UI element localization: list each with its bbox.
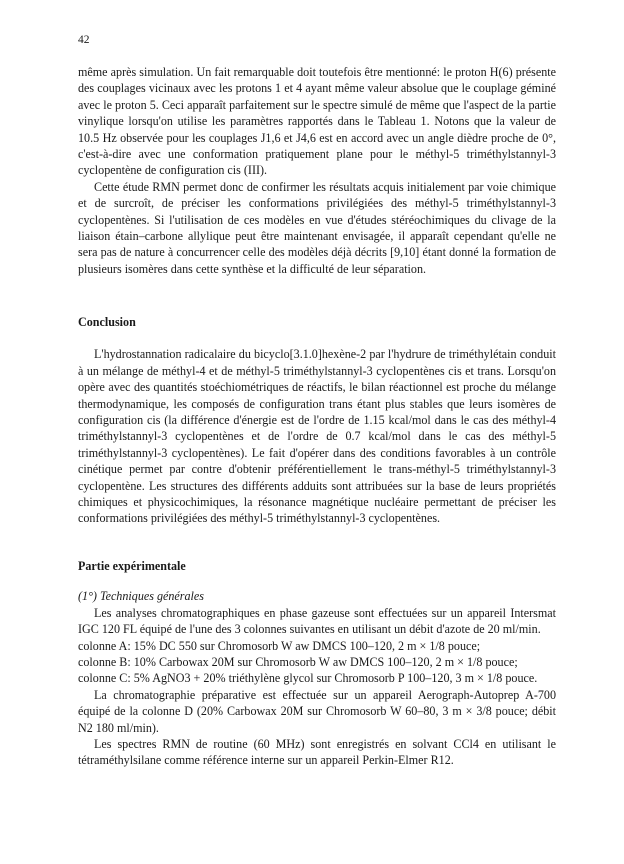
experimental-section xyxy=(78,558,556,769)
column-a: colonne A: 15% DC 550 sur Chromosorb W aw DMCS 100–120, 2 m × 1/8 pouce; xyxy=(78,638,481,653)
paragraph-nmr-spectra: Les spectres RMN de routine (60 MHz) sont enregistrés en solvant CCl4 en utilisant le tétraméthylsilane comme référence interne sur un appareil Perkin-Elmer R12. xyxy=(78,737,556,768)
page-number: 42 xyxy=(78,34,90,46)
paragraph-preparative: La chromatographie préparative est effectuée sur un appareil Aerograph-Autoprep A-700 équipé de la colonne D (20% Carbowax 20M sur Chromosorb W 60–80, 3 m × 3/8 pouce; débit N2 180 ml/min). xyxy=(78,687,556,735)
experimental-heading: Partie expérimentale xyxy=(78,559,186,573)
column-list xyxy=(78,638,556,687)
techniques-subheading: (1°) Techniques générales xyxy=(78,589,204,604)
paragraph-proton-coupling: même après simulation. Un fait remarquable doit toutefois être mentionné: le proton H(6) présente des couplages vicinaux avec les protons 1 et 4 ayant même valeur absolue que le couplage géminé avec le proton 5. Ceci apparaît parfaitement sur le spectre simulé de même que l'aspect de la partie vinylique lorsqu'on utilise les paramètres rapportés dans le Tableau 1. Notons que la valeur de 10.5 Hz observée pour les couplages J1,6 et J4,6 est en accord avec un angle dièdre proche de 0°, c'est-à-dire avec une conformation pratiquement plane pour le méthyl-5 triméthylstannyl-3 cyclopentène de configuration cis (III). xyxy=(78,65,556,178)
results-section xyxy=(78,64,556,277)
column-b: colonne B: 10% Carbowax 20M sur Chromosorb W aw DMCS 100–120, 2 m × 1/8 pouce; xyxy=(78,655,518,670)
column-c: colonne C: 5% AgNO3 + 20% triéthylène glycol sur Chromosorb P 100–120, 3 m × 1/8 pouce. xyxy=(78,671,538,686)
conclusion-section xyxy=(78,314,556,527)
paragraph-rmn-study: Cette étude RMN permet donc de confirmer les résultats acquis initialement par voie chimique et de surcroît, de préciser les conformations privilégiées des méthyl-5 triméthylstannyl-3 cyclopentènes. Si l'utilisation de ces modèles en vue d'études stéréochimiques du clivage de la liaison étain–carbone allylique peut être maintenant envisagée, il apparaît cependant qu'elle ne sera pas de nature à concurrencer celle des modèles déjà décrits [9,10] étant donné la formation de plusieurs isomères dans cette synthèse et la difficulté de leur séparation. xyxy=(78,179,556,276)
paragraph-gc-analysis: Les analyses chromatographiques en phase gazeuse sont effectuées sur un appareil Intersmat IGC 120 FL équipé de l'une des 3 colonnes suivantes en utilisant un débit d'azote de 20 ml/min. xyxy=(78,605,556,637)
conclusion-paragraph: L'hydrostannation radicalaire du bicyclo[3.1.0]hexène-2 par l'hydrure de triméthylétain conduit à un mélange de méthyl-4 et de méthyl-5 triméthylstannyl-3 cyclopentènes cis et trans. Lorsqu'on opère avec des quantités stoéchiométriques de réactifs, le bilan réactionnel est proche du mélange thermodynamique, les composés de configuration trans étant plus stables que leurs isomères de configuration cis (la différence d'énergie est de l'ordre de 1.15 kcal/mol dans le cas des méthyl-4 triméthylstannyl-3 cyclopentènes et de l'ordre de 0.7 kcal/mol dans le cas des méthyl-5 triméthylstannyl-3 cyclopentènes). Le fait d'opérer dans des conditions favorables à un contrôle cinétique permet par contre d'obtenir préférentiellement le trans-méthyl-5 triméthylstannyl-3 cyclopentène. Les structures des différents adduits sont attribuées sur la base de leurs propriétés chimiques et physicochimiques, la résonance magnétique nucléaire permettant de préciser les conformations privilégiées des méthyl-5 triméthylstannyl-3 cyclopentènes. xyxy=(78,347,556,526)
conclusion-heading: Conclusion xyxy=(78,315,136,329)
